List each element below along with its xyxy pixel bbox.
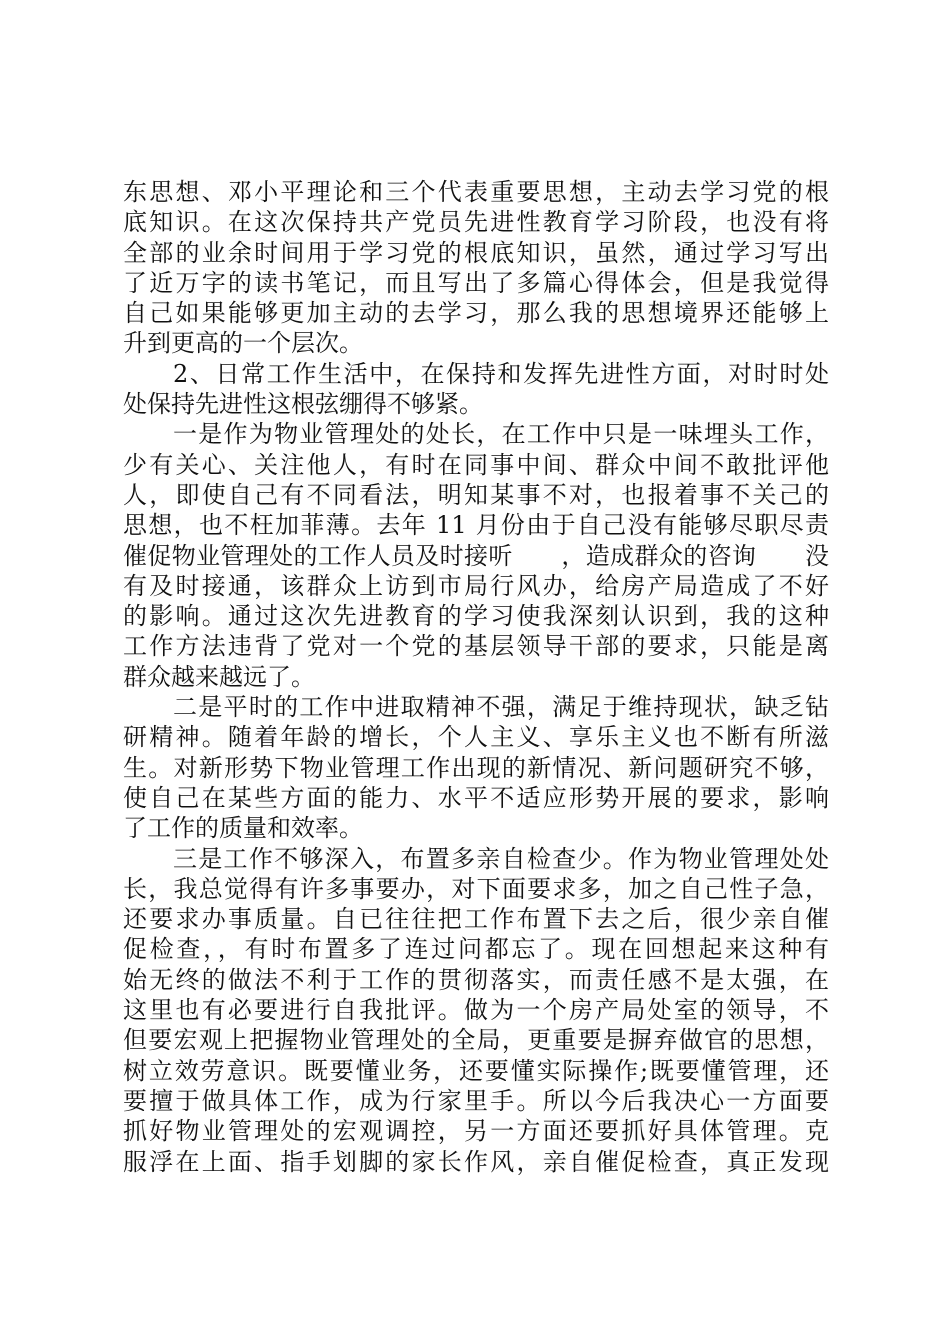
text-line: 要擅于做具体工作，成为行家里手。所以今后我决心一方面要	[123, 1086, 829, 1115]
text-line: 有及时接通，该群众上访到市局行风办，给房产局造成了不好	[123, 571, 829, 600]
text-line: 人，即使自己有不同看法，明知某事不对，也报着事不关己的	[123, 480, 829, 509]
text-line: 促检查，，有时布置多了连过问都忘了。现在回想起来这种有	[123, 935, 829, 964]
text-line: 底知识。在这次保持共产党员先进性教育学习阶段，也没有将	[123, 208, 829, 237]
text-line: 少有关心、关注他人，有时在同事中间、群众中间不敢批评他	[123, 450, 829, 479]
text-line: 的影响。通过这次先进教育的学习使我深刻认识到，我的这种	[123, 602, 829, 631]
text-line: 自己如果能够更加主动的去学习，那么我的思想境界还能够上	[123, 299, 829, 328]
text-line: 生。对新形势下物业管理工作出现的新情况、新问题研究不够，	[123, 753, 829, 782]
text-line: 2、日常工作生活中，在保持和发挥先进性方面，对时时处	[173, 359, 829, 388]
text-line: 一是作为物业管理处的处长，在工作中只是一味埋头工作，	[173, 420, 829, 449]
text-line: 始无终的做法不利于工作的贯彻落实，而责任感不是太强，在	[123, 965, 829, 994]
text-line: 这里也有必要进行自我批评。做为一个房产局处室的领导，不	[123, 996, 829, 1025]
text-line: 但要宏观上把握物业管理处的全局，更重要是摒弃做官的思想，	[123, 1026, 829, 1055]
text-line: 了近万字的读书笔记，而且写出了多篇心得体会，但是我觉得	[123, 268, 829, 297]
text-line: 群众越来越远了。	[123, 662, 315, 691]
text-line: 还要求办事质量。自已往往把工作布置下去之后，很少亲自催	[123, 905, 829, 934]
text-line: 东思想、邓小平理论和三个代表重要思想，主动去学习党的根	[123, 178, 829, 206]
text-line: 了工作的质量和效率。	[123, 814, 363, 843]
text-line: 升到更高的一个层次。	[123, 329, 363, 358]
text-line: 研精神。随着年龄的增长，个人主义、享乐主义也不断有所滋	[123, 723, 829, 752]
text-line: 催促物业管理处的工作人员及时接听 ，造成群众的咨询 没	[123, 541, 829, 570]
document-body	[123, 177, 829, 1177]
text-line: 服浮在上面、指手划脚的家长作风，亲自催促检查，真正发现	[123, 1147, 829, 1176]
text-line: 长，我总觉得有许多事要办，对下面要求多，加之自己性子急，	[123, 874, 829, 903]
text-line: 使自己在某些方面的能力、水平不适应形势开展的要求，影响	[123, 783, 829, 812]
text-line: 全部的业余时间用于学习党的根底知识，虽然，通过学习写出	[123, 238, 829, 267]
text-line: 抓好物业管理处的宏观调控，另一方面还要抓好具体管理。克	[123, 1117, 829, 1146]
text-line: 三是工作不够深入，布置多亲自检查少。作为物业管理处处	[173, 844, 829, 873]
text-line: 树立效劳意识。既要懂业务，还要懂实际操作;既要懂管理，还	[123, 1056, 829, 1085]
text-line: 处保持先进性这根弦绷得不够紧。	[123, 390, 483, 419]
text-line: 二是平时的工作中进取精神不强，满足于维持现状，缺乏钻	[173, 693, 829, 722]
text-line: 工作方法违背了党对一个党的基层领导干部的要求，只能是离	[123, 632, 829, 661]
text-line: 思想，也不枉加菲薄。去年 11 月份由于自己没有能够尽职尽责	[123, 511, 829, 540]
